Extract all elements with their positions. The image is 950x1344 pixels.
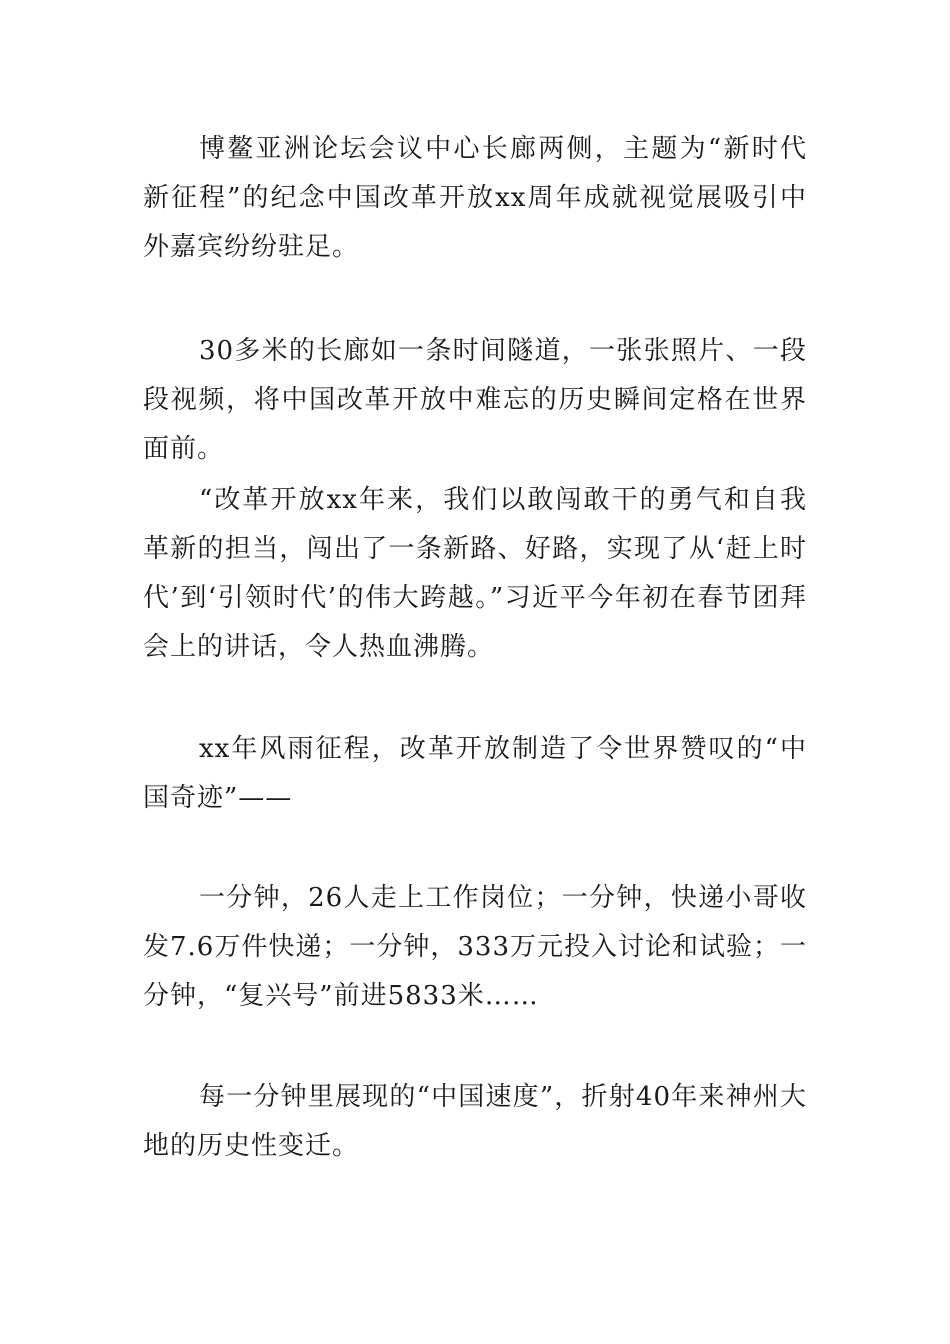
paragraph-5: 一分钟，26人走上工作岗位；一分钟，快递小哥收发7.6万件快递；一分钟，333万元投入讨论和试验；一分钟，“复兴号”前进5833米…… xyxy=(143,883,807,1011)
paragraph-2: 30多米的长廊如一条时间隧道，一张张照片、一段段视频，将中国改革开放中难忘的历史瞬间定格在世界面前。 xyxy=(143,336,807,464)
paragraph-6: 每一分钟里展现的“中国速度”，折射40年来神州大地的历史性变迁。 xyxy=(143,1082,807,1161)
paragraph-4: xx年风雨征程，改革开放制造了令世界赞叹的“中国奇迹”—— xyxy=(143,734,807,813)
paragraph-1: 博鳌亚洲论坛会议中心长廊两侧，主题为“新时代新征程”的纪念中国改革开放xx周年成就视觉展吸引中外嘉宾纷纷驻足。 xyxy=(143,134,807,262)
paragraph-3: “改革开放xx年来，我们以敢闯敢干的勇气和自我革新的担当，闯出了一条新路、好路，实现了从‘赶上时代’到‘引领时代’的伟大跨越。”习近平今年初在春节团拜会上的讲话，令人热血沸腾。 xyxy=(143,485,807,662)
